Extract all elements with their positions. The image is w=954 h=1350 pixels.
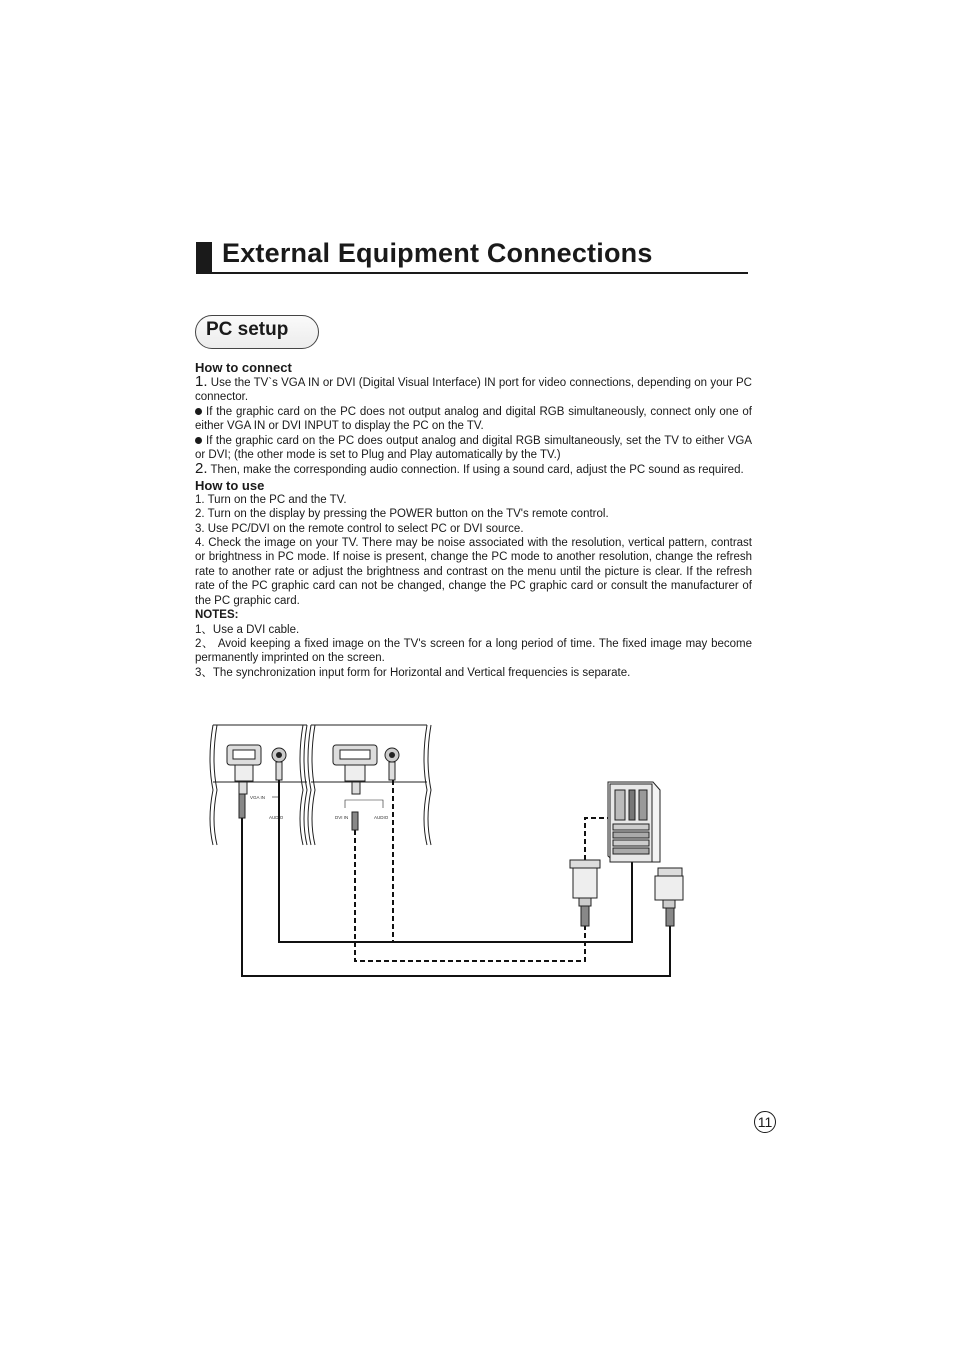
bullet-icon [195, 408, 202, 415]
vga-in-label: VGA IN [250, 795, 266, 800]
vga-connector-icon [655, 868, 683, 926]
step-1-number: 1. [195, 373, 208, 390]
page-title: External Equipment Connections [222, 238, 653, 268]
audio-jack-icon [385, 748, 399, 780]
page-number: 11 [754, 1111, 776, 1133]
vga-port-icon [227, 745, 261, 781]
use-item-4: 4. Check the image on your TV. There may be noise associated with the resolution, vertical pattern, contrast or brightness in PC mode. If noise is present, change the PC mode to another resolution, change the refresh rate to another rate or adjust the brightness and contrast on the menu until the picture is clear. If the refresh rate of the PC graphic card can not be changed, change the PC graphic card or consult the manufacturer of the PC graphic card. [195, 537, 752, 607]
connect-step-2 [195, 462, 752, 477]
use-item-1: 1. Turn on the PC and the TV. [195, 493, 347, 506]
dvi-connector-icon [570, 860, 600, 926]
audio-label-1: AUDIO [269, 815, 284, 820]
section-title: PC setup [206, 319, 289, 340]
dvi-port-icon [333, 745, 377, 781]
tv-panel-dvi [308, 725, 431, 845]
audio-jack-icon [272, 748, 286, 780]
dvi-in-label: DVI IN [335, 815, 349, 820]
audio-label-2: AUDIO [374, 815, 389, 820]
connect-step-1 [195, 375, 752, 405]
connect-bullet-2 [195, 434, 752, 463]
use-item-2: 2. Turn on the display by pressing the POWER button on the TV's remote control. [195, 508, 609, 521]
title-marker [196, 242, 212, 274]
notes-heading: NOTES: [195, 609, 239, 622]
step-2-number: 2. [195, 460, 208, 478]
note-item-3: 3、The synchronization input form for Horizontal and Vertical frequencies is separate. [195, 666, 631, 679]
pc-tower-icon [608, 782, 660, 862]
bullet-icon [195, 437, 202, 444]
use-item-3: 3. Use PC/DVI on the remote control to select PC or DVI source. [195, 522, 524, 535]
connection-diagram [195, 720, 705, 985]
note-item-2: 2、 Avoid keeping a fixed image on the TV's screen for a long period of time. The fixed image may become permanently imprinted on the screen. [195, 637, 752, 665]
bullet-2-text: If the graphic card on the PC does output analog and digital RGB simultaneously, set the TV to either VGA or DVI; (the other mode is set to Plug and Play automatically by the TV.) [195, 434, 752, 462]
bullet-1-text: If the graphic card on the PC does not output analog and digital RGB simultaneously, connect only one of either VGA IN or DVI INPUT to display the PC on the TV. [195, 405, 752, 433]
tv-panel-vga [210, 725, 307, 845]
step-2-text: Then, make the corresponding audio connection. If using a sound card, adjust the PC sound as required. [207, 464, 744, 477]
step-1-text: Use the TV`s VGA IN or DVI (Digital Visual Interface) IN port for video connections, depending on your PC connector. [195, 377, 752, 404]
title-underline [196, 272, 748, 274]
note-item-1: 1、Use a DVI cable. [195, 623, 300, 636]
how-to-connect-heading: How to connect [195, 360, 292, 375]
how-to-use-heading: How to use [195, 477, 265, 493]
connect-bullet-1 [195, 405, 752, 434]
instructions [195, 360, 752, 680]
